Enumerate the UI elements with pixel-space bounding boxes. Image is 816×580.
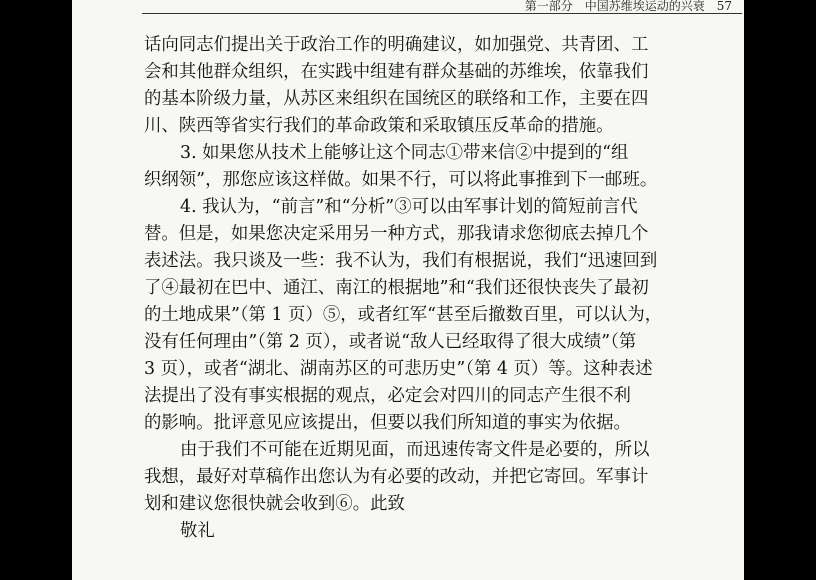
text-line: 由于我们不可能在近期见面，而迅速传寄文件是必要的，所以 xyxy=(180,440,650,460)
text-line: 话向同志们提出关于政治工作的明确建议，如加强党、共青团、工 xyxy=(144,35,649,55)
text-line: 的土地成果”（第 1 页）⑤，或者红军“甚至后撤数百里，可以认为， xyxy=(144,305,663,325)
body-text xyxy=(144,32,716,545)
text-line: 4. 我认为，“前言”和“分析”③可以由军事计划的简短前言代 xyxy=(180,197,638,217)
text-line: 的影响。批评意见应该提出，但要以我们所知道的事实为依据。 xyxy=(144,413,631,433)
text-line: 没有任何理由”（第 2 页），或者说“敌人已经取得了很大成绩”（第 xyxy=(144,332,637,352)
text-line: 了④最初在巴中、通江、南江的根据地”和“我们还很快丧失了最初 xyxy=(144,278,649,298)
text-line: 敬礼 xyxy=(180,521,215,541)
running-head: 第一部分 中国苏维埃运动的兴衰 57 xyxy=(142,0,742,14)
text-line: 法提出了没有事实根据的观点，必定会对四川的同志产生很不利 xyxy=(144,386,631,406)
text-line: 替。但是，如果您决定采用另一种方式，那我请求您彻底去掉几个 xyxy=(144,224,649,244)
text-line: 会和其他群众组织，在实践中组建有群众基础的苏维埃，依靠我们 xyxy=(144,62,649,82)
text-line: 川、陕西等省实行我们的革命政策和采取镇压反革命的措施。 xyxy=(144,116,614,136)
text-line: 织纲领”，那您应该这样做。如果不行，可以将此事推到下一邮班。 xyxy=(144,170,658,190)
book-page xyxy=(72,0,744,580)
text-line: 3. 如果您从技术上能够让这个同志①带来信②中提到的“组 xyxy=(180,143,629,163)
text-line: 划和建议您很快就会收到⑥。此致 xyxy=(144,494,405,514)
text-line: 3 页），或者“湖北、湖南苏区的可悲历史”（第 4 页）等。这种表述 xyxy=(144,359,653,379)
text-line: 表述法。我只谈及一些：我不认为，我们有根据说，我们“迅速回到 xyxy=(144,251,658,271)
text-line: 的基本阶级力量，从苏区来组织在国统区的联络和工作，主要在四 xyxy=(144,89,649,109)
text-line: 我想，最好对草稿作出您认为有必要的改动，并把它寄回。军事计 xyxy=(144,467,649,487)
